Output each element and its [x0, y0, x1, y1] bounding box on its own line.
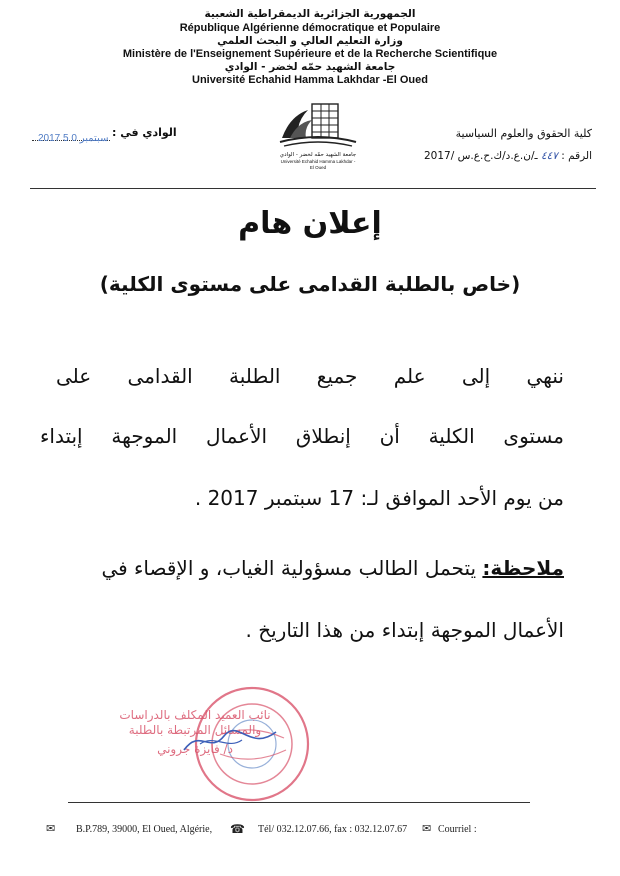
- email-icon: ✉: [422, 823, 432, 835]
- announcement-subtitle: (خاص بالطلبة القدامى على مستوى الكلية): [99, 272, 521, 296]
- body-line-2: مستوى الكلية أن إنطلاق الأعمال الموجهة إبتداء: [40, 424, 564, 448]
- university-logo: [278, 98, 358, 168]
- announcement-title: إعلان هام: [238, 206, 382, 241]
- envelope-icon: ✉: [46, 823, 56, 835]
- date-stamp: 2017 سبتمبر 0 5: [38, 133, 109, 144]
- header-ministry-ar: وزارة التعليم العالي و البحث العلمي: [217, 35, 403, 47]
- signature-title-2: والمسائل المرتبطة بالطلبة: [128, 723, 262, 737]
- header-separator: [30, 188, 596, 189]
- note-line-1: [101, 556, 564, 580]
- header-university-fr: Université Echahid Hamma Lakhdar -El Oued: [192, 74, 428, 86]
- note-text-1: يتحمل الطالب مسؤولية الغياب، و الإقصاء في: [101, 556, 483, 580]
- reference-number: ‫ـ/ن.ع.د/ك.ح.ع.س /2017: [423, 150, 538, 162]
- footer-separator: [68, 802, 530, 803]
- reference-line: [424, 150, 592, 162]
- body-line-3: من يوم الأحد الموافق لـ: 17 سبتمبر 2017 .: [194, 486, 564, 510]
- note-line-2: الأعمال الموجهة إبتداء من هذا التاريخ .: [245, 618, 564, 642]
- note-label: ملاحظة:: [482, 556, 564, 580]
- footer-contact: [46, 822, 586, 842]
- header-republic-ar: الجمهورية الجزائرية الديمقراطية الشعبية: [204, 8, 416, 20]
- phone-icon: ☎: [230, 822, 245, 836]
- header-ministry-fr: Ministère de l'Enseignement Supérieure et de la Recherche Scientifique: [122, 48, 498, 60]
- logo-caption-ar: جامعة الشهيد حمّه لخضر - الوادي: [279, 152, 357, 158]
- university-logo-icon: [278, 98, 358, 148]
- date-label: الوادي في :: [112, 126, 177, 139]
- handwritten-signature: [180, 724, 280, 758]
- footer-email-label: Courriel :: [438, 824, 477, 835]
- body-line-1: ننهي إلى علم جميع الطلبة القدامى على: [56, 364, 564, 388]
- signature-title-1: نائب العميد المكلف بالدراسات: [119, 708, 271, 722]
- faculty-name: كلية الحقوق والعلوم السياسية: [455, 127, 592, 140]
- header-university-ar: جامعة الشهيد حمّه لخضر - الوادي: [224, 61, 396, 73]
- footer-phone: Tél/ 032.12.07.66, fax : 032.12.07.67: [258, 824, 408, 835]
- reference-label: الرقم :: [561, 150, 592, 162]
- signature-name: د/ فايزة جروني: [157, 742, 233, 756]
- footer-address: B.P.789, 39000, El Oued, Algérie,: [76, 824, 213, 835]
- logo-caption-fr: Université Echahid Hamma Lakhdar - El Oued: [280, 159, 356, 170]
- signature-scribble-icon: [180, 724, 280, 758]
- reference-handwritten: ٤٤٧: [540, 150, 558, 162]
- header-republic-fr: République Algérienne démocratique et Populaire: [179, 22, 441, 34]
